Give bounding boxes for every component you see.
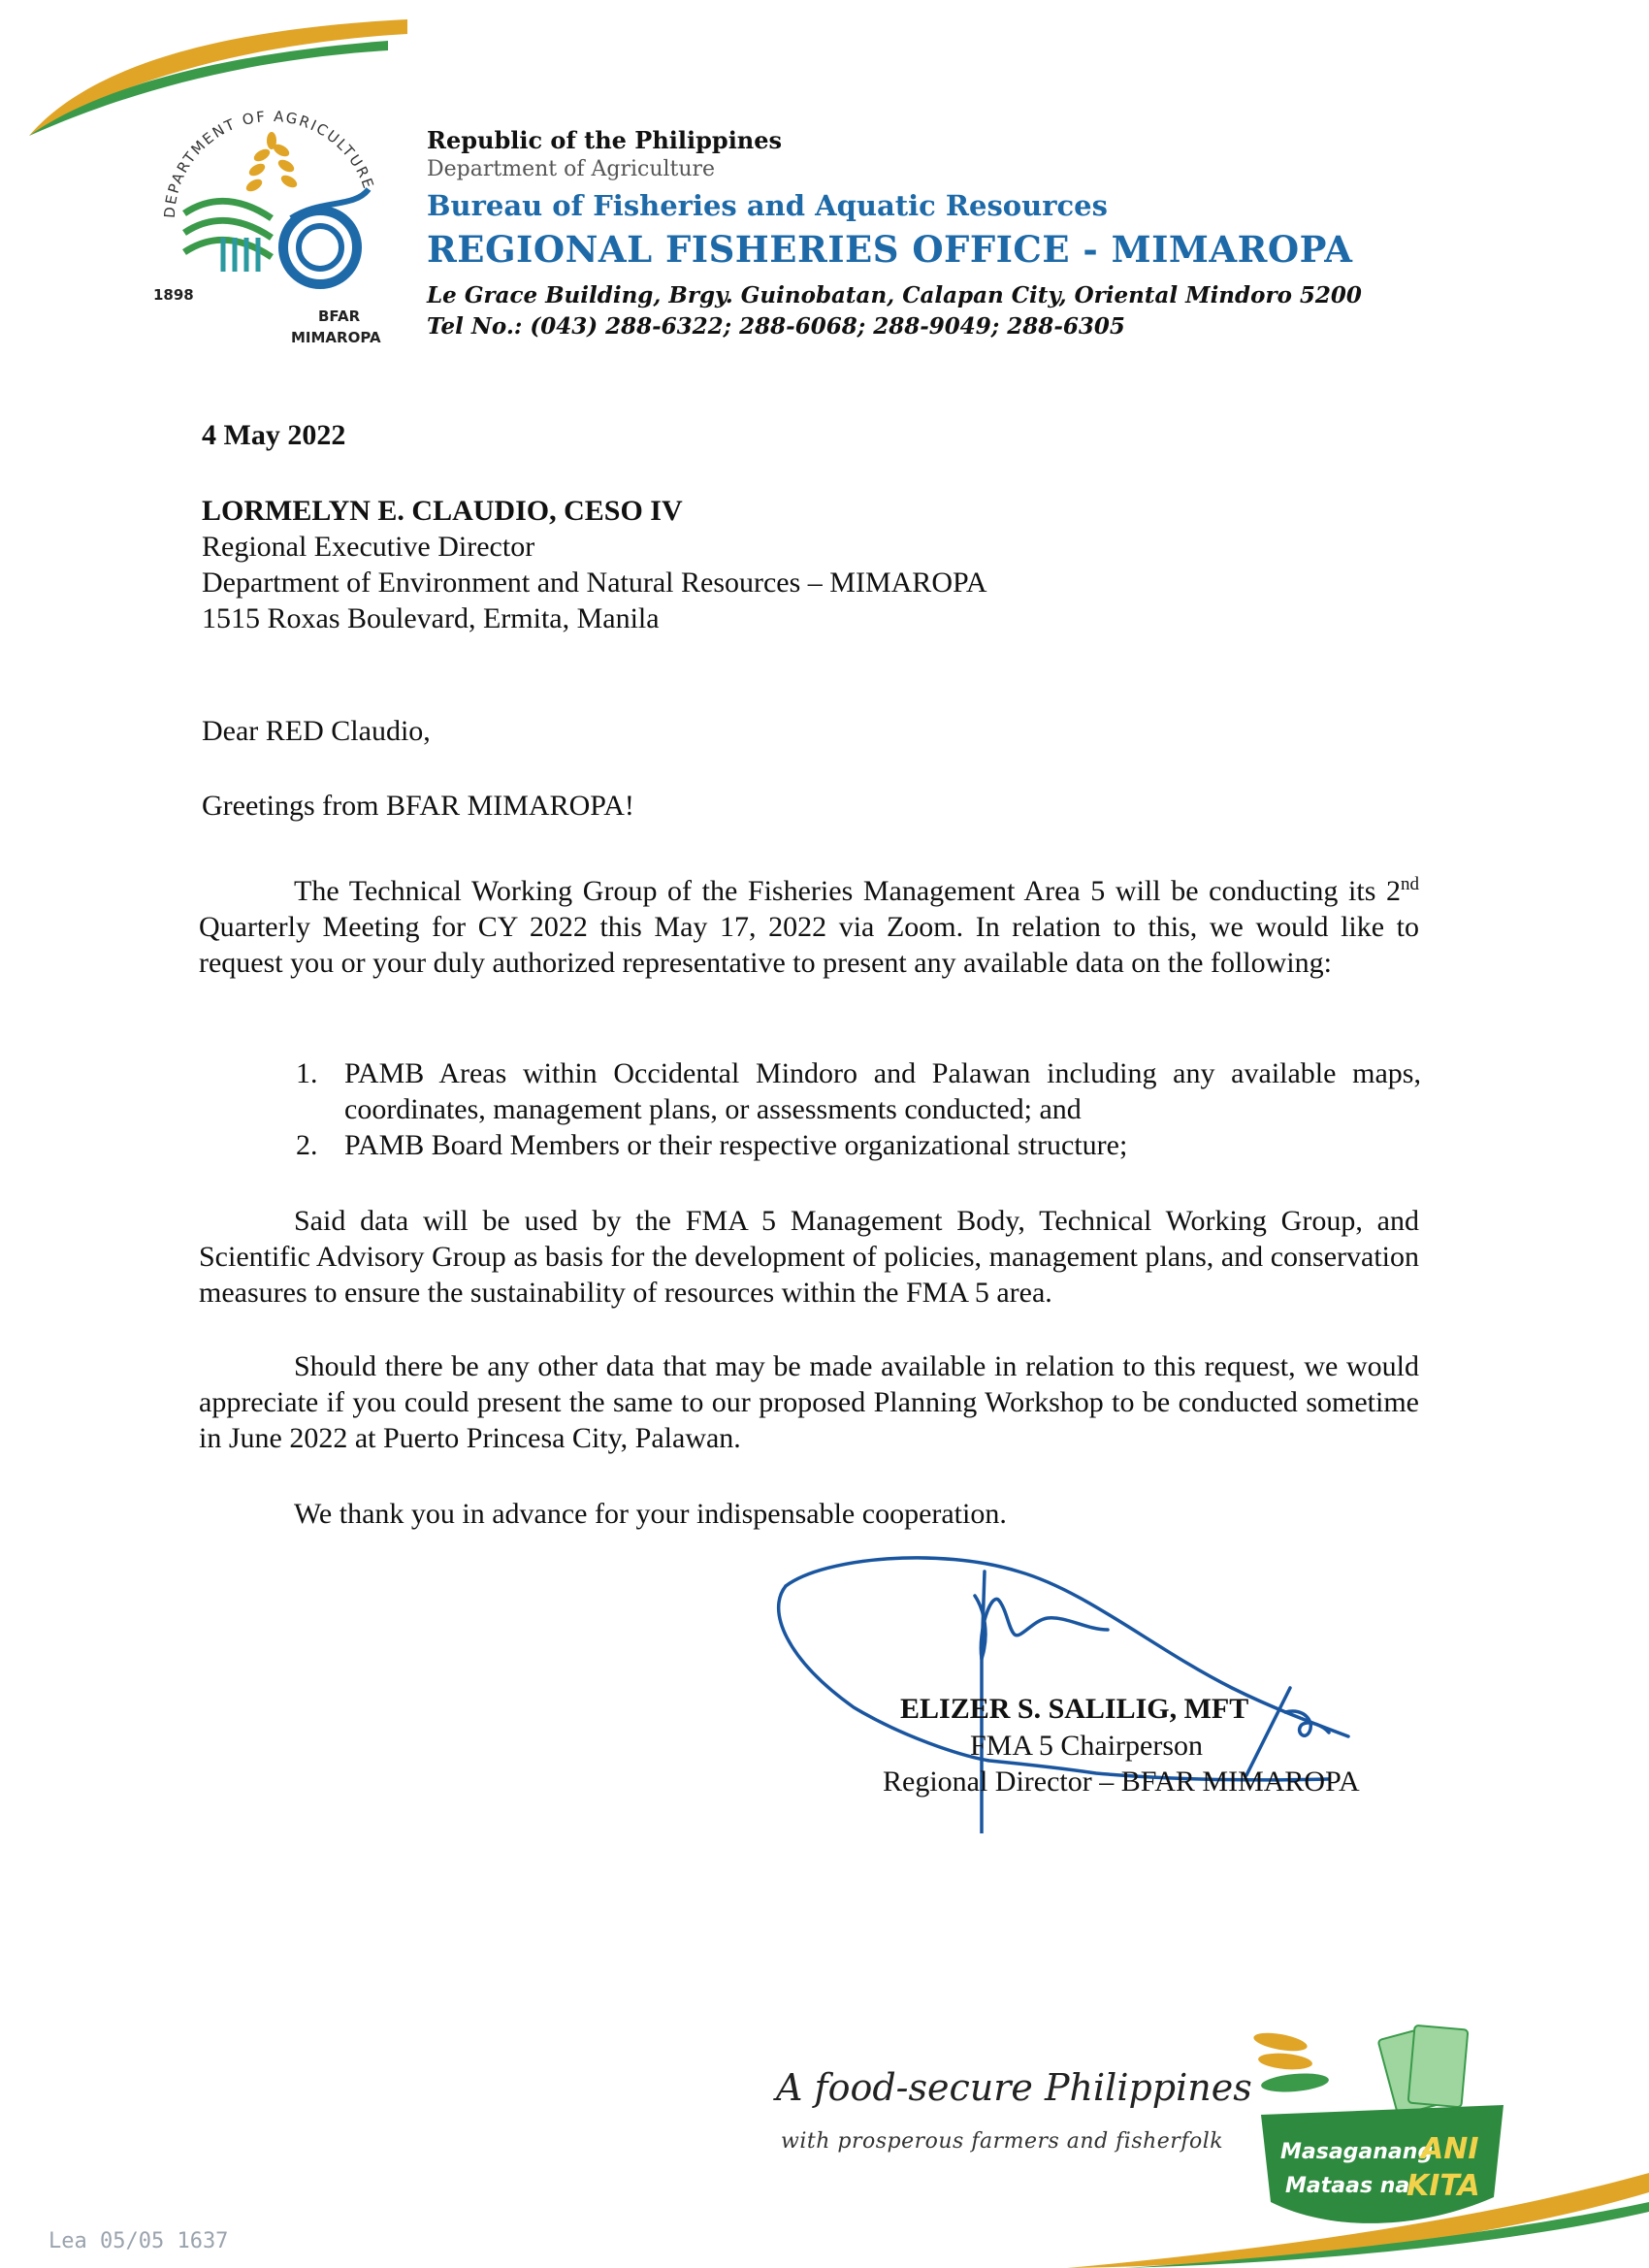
paragraph-meeting — [199, 866, 1419, 981]
paragraph-data-use — [199, 1203, 1419, 1311]
badge-line-1a: Masaganang — [1280, 2140, 1434, 2164]
header-bureau: Bureau of Fisheries and Aquatic Resources — [427, 189, 1108, 222]
footer-slogan: A food-secure Philippines — [776, 2066, 1252, 2109]
masaganang-ani-badge — [1242, 2013, 1533, 2246]
logo-arc-text: DEPARTMENT OF AGRICULTURE — [160, 107, 378, 219]
recipient-title: Regional Executive Director — [202, 531, 535, 563]
signatory-name: ELIZER S. SALILIG, MFT — [900, 1693, 1249, 1725]
list-item — [296, 1127, 1421, 1163]
logo-bfar: BFAR — [318, 308, 361, 325]
handwritten-receipt-note: Lea 05/05 1637 — [48, 2229, 229, 2253]
paragraph-workshop — [199, 1348, 1419, 1456]
recipient-office: Department of Environment and Natural Resources – MIMAROPA — [202, 567, 987, 599]
paragraph-workshop-text: Should there be any other data that may be made available in relation to this request, we would appreciate if you could present the same to our proposed Planning Workshop to be conducted sometime in June 2022 at Puerto Princesa City, Palawan. — [199, 1350, 1419, 1454]
badge-line-1b: ANI — [1421, 2132, 1479, 2166]
logo-region: MIMAROPA — [291, 329, 381, 346]
list-item — [296, 1055, 1421, 1127]
header-republic: Republic of the Philippines — [427, 126, 783, 154]
list-text: PAMB Areas within Occidental Mindoro and Palawan including any available maps, coordinates, management plans, or assessments conducted; and — [344, 1057, 1421, 1125]
signatory-role-1: FMA 5 Chairperson — [970, 1730, 1203, 1762]
ordinal-suffix: nd — [1401, 874, 1419, 894]
signatory-role-2: Regional Director – BFAR MIMAROPA — [883, 1766, 1360, 1798]
paragraph-data-use-text: Said data will be used by the FMA 5 Management Body, Technical Working Group, and Scientific Advisory Group as basis for the development of policies, management plans, and conservation measures to ensure the sustainability of resources within the FMA 5 area. — [199, 1205, 1419, 1309]
header-telephone: Tel No.: (043) 288-6322; 288-6068; 288-9049; 288-6305 — [427, 313, 1125, 340]
closing-line: We thank you in advance for your indispensable cooperation. — [294, 1498, 1007, 1530]
badge-line-2a: Mataas na — [1285, 2174, 1410, 2198]
recipient-address: 1515 Roxas Boulevard, Ermita, Manila — [202, 602, 660, 634]
paragraph-meeting-a: The Technical Working Group of the Fisheries Management Area 5 will be conducting its 2 — [294, 875, 1401, 907]
logo-emblem-icon — [146, 92, 398, 306]
letter-date: 4 May 2022 — [202, 419, 346, 451]
header-office: REGIONAL FISHERIES OFFICE - MIMAROPA — [427, 228, 1353, 271]
logo-year: 1898 — [153, 286, 194, 304]
salutation: Dear RED Claudio, — [202, 715, 431, 747]
header-department: Department of Agriculture — [427, 157, 716, 181]
list-number: 1. — [296, 1057, 318, 1089]
badge-line-2b: KITA — [1406, 2169, 1480, 2203]
list-number: 2. — [296, 1129, 318, 1161]
header-address: Le Grace Building, Brgy. Guinobatan, Calapan City, Oriental Mindoro 5200 — [427, 282, 1362, 308]
list-text: PAMB Board Members or their respective organizational structure; — [344, 1129, 1128, 1161]
da-bfar-logo — [146, 92, 398, 354]
paragraph-meeting-b: Quarterly Meeting for CY 2022 this May 17, 2022 via Zoom. In relation to this, we would like to request you or your duly authorized representative to present any available data on the following: — [199, 911, 1419, 979]
footer-subtitle: with prosperous farmers and fisherfolk — [781, 2129, 1224, 2154]
recipient-name: LORMELYN E. CLAUDIO, CESO IV — [202, 495, 683, 527]
greeting: Greetings from BFAR MIMAROPA! — [202, 790, 634, 822]
